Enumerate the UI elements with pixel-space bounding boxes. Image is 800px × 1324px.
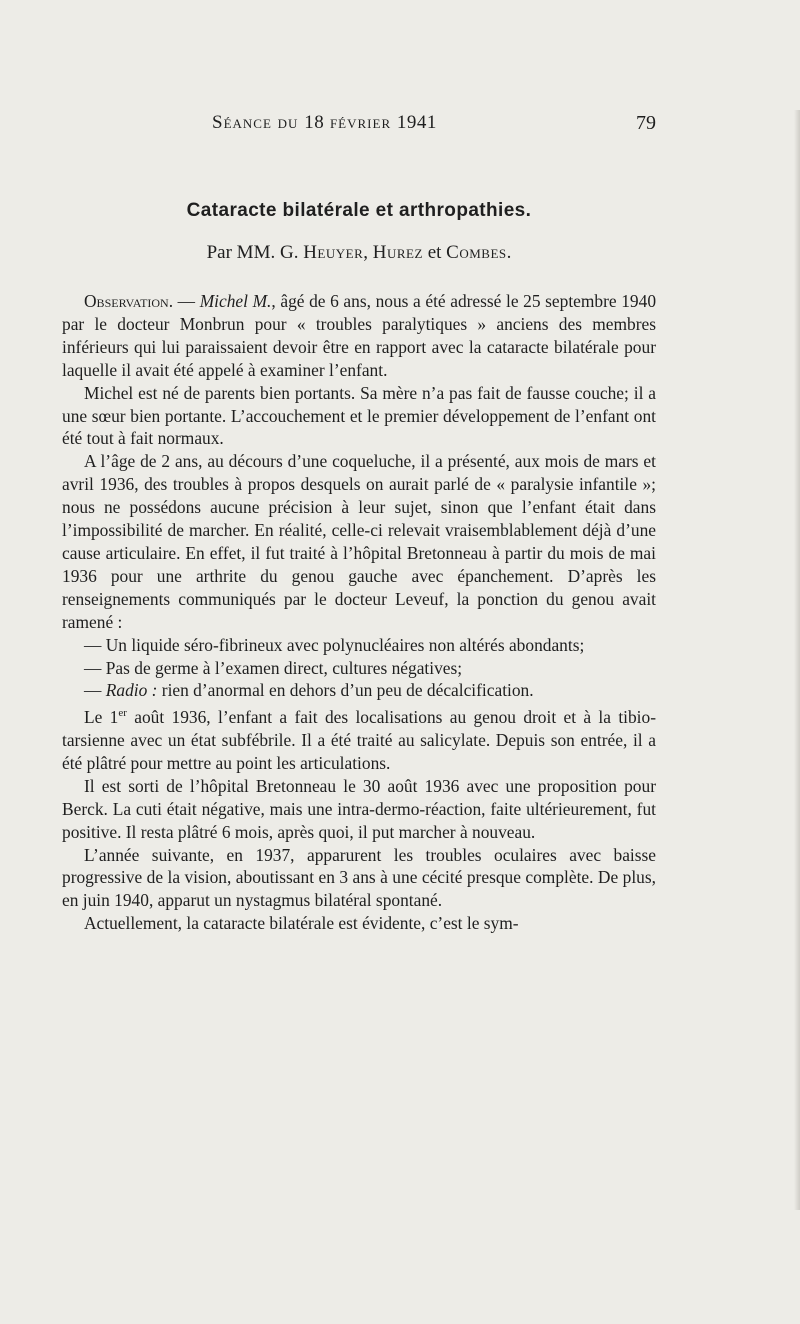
paragraph-bretonneau: Il est sorti de l’hôpital Bretonneau le 30 août 1936 avec une proposition pour Berck. La cuti était négative, mais une intra-dermo-réaction, faite ultérieurement, fut positive. Il resta plâtré 6 mois, après quoi, il put marcher à nouveau. — [62, 775, 656, 842]
paragraph-august: Le 1er août 1936, l’enfant a fait des localisations au genou droit et à la tibio-tarsienne avec un état subfébrile. Il a été traité au salicylate. Depuis son entrée, il a été plâtré pour mettre au point les articulations. — [62, 707, 656, 773]
paragraph-ocular: L’année suivante, en 1937, apparurent les troubles oculaires avec baisse progressive de la vision, aboutissant en 3 ans à une cécité presque complète. De plus, en juin 1940, apparut un nystagmus bilatéral spontané. — [62, 844, 656, 911]
article-body — [62, 290, 656, 935]
paragraph-current: Actuellement, la cataracte bilatérale est évidente, c’est le sym- — [84, 913, 519, 934]
running-head: Séance du 18 février 1941 — [212, 112, 437, 133]
page-edge-shadow — [794, 110, 800, 1210]
paragraph-family-history: Michel est né de parents bien portants. Sa mère n’a pas fait de fausse couche; il a une sœur bien portante. L’accouchement et le premier développement de l’enfant ont été tout à fait normaux. — [62, 382, 656, 449]
author-hurez: Hurez — [372, 242, 423, 263]
page-header — [62, 112, 656, 142]
paragraph-age-two: A l’âge de 2 ans, au décours d’une coqueluche, il a présenté, aux mois de mars et avril 1936, des troubles à propos desquels on aurait parlé de « paralysie infantile »; nous ne possédons aucune précision à leur sujet, sinon que l’enfant était dans l’impossibilité de marcher. En réalité, celle-ci relevait vraisemblablement déjà d’une cause articulaire. En effet, il fut traité à l’hôpital Bretonneau à partir du mois de mai 1936 pour une arthrite du genou gauche avec épanchement. D’après les renseignements communiqués par le docteur Leveuf, la ponction du genou avait ramené : — [62, 451, 656, 632]
paragraph-observation: Observation. — Michel M., âgé de 6 ans, nous a été adressé le 25 septembre 1940 par le docteur Monbrun pour « troubles paralytiques » anciens des membres inférieurs qui lui paraissaient devoir être en rapport avec la cataracte bilatérale pour laquelle il avait été appelé à examiner l’enfant. — [62, 291, 657, 380]
paragraph-germ: — Pas de germe à l’examen direct, cultures négatives; — [84, 657, 463, 678]
paragraph-liquid: — Un liquide séro-fibrineux avec polynucléaires non altérés abondants; — [84, 634, 585, 655]
article-authors: Par MM. G. Heuyer, Hurez et Combes. — [206, 242, 512, 263]
article-title: Cataracte bilatérale et arthropathies. — [186, 200, 532, 221]
paragraph-radio: — Radio : rien d’anormal en dehors d’un peu de décalcification. — [84, 680, 534, 701]
page-number: 79 — [636, 112, 656, 134]
author-heuyer: Heuyer — [303, 242, 364, 263]
author-combes: Combes — [446, 242, 507, 263]
